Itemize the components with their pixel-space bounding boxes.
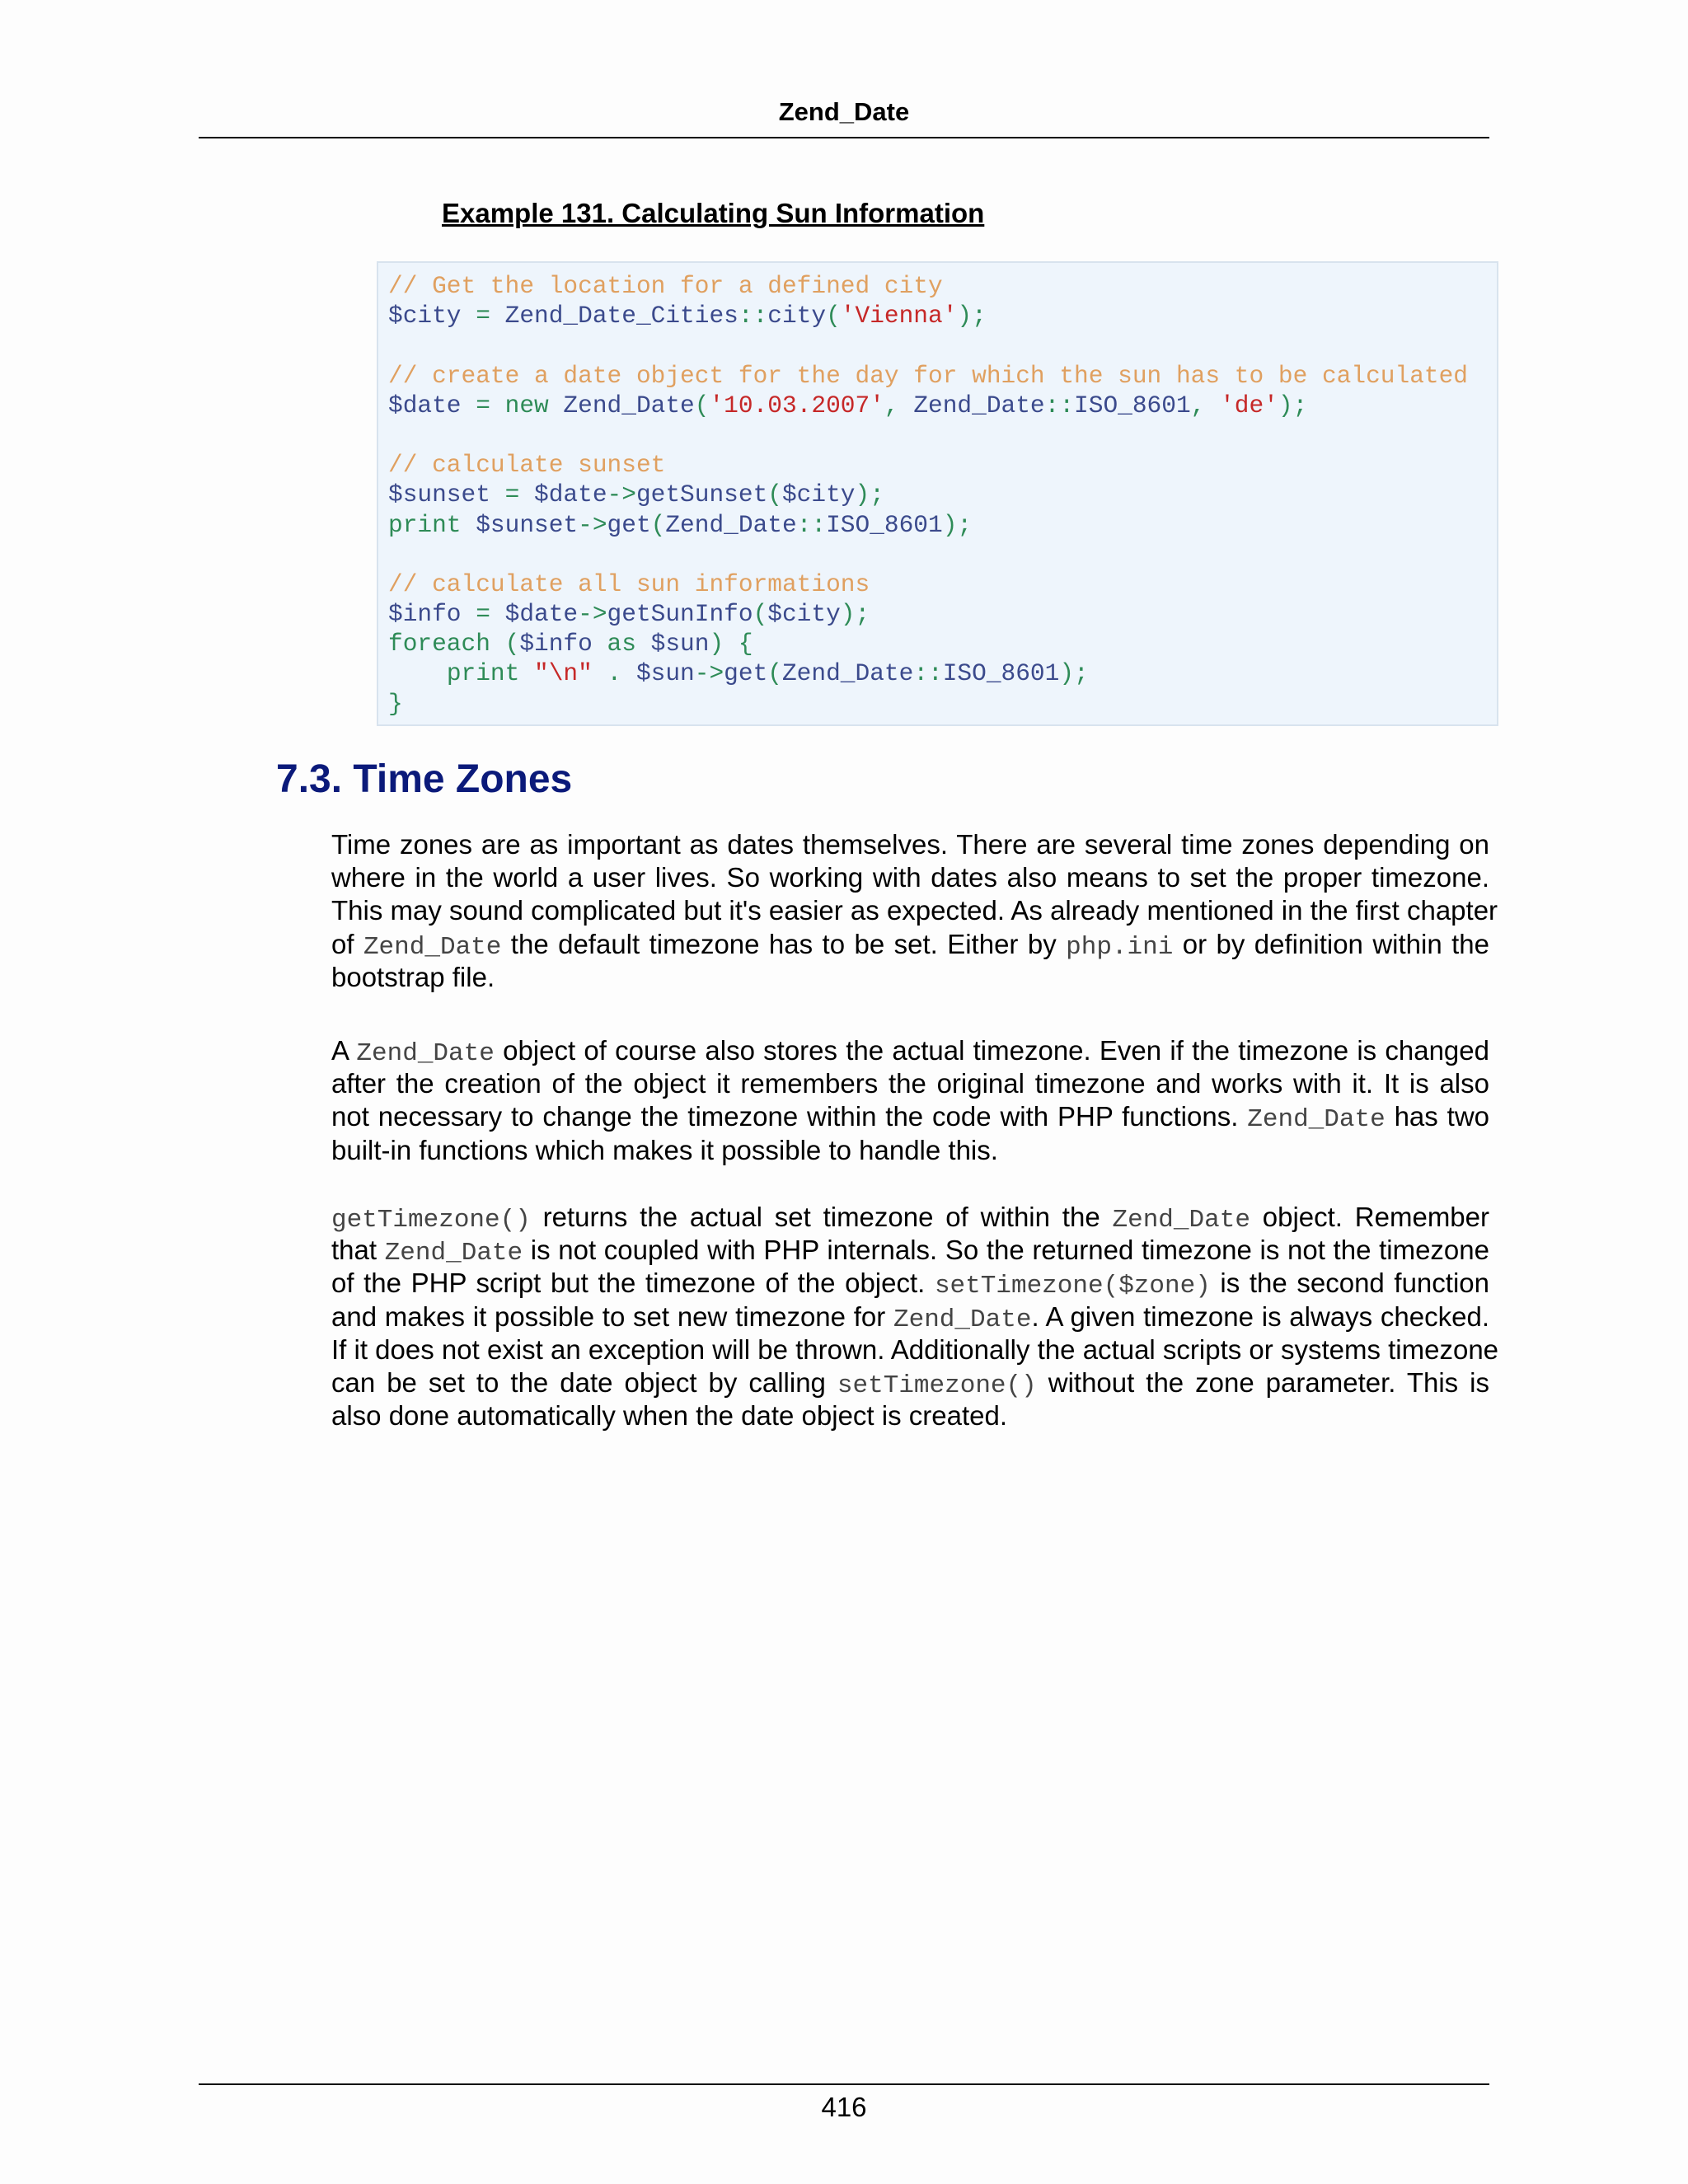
code-block <box>377 261 1498 726</box>
text-run: bootstrap file. <box>331 961 495 992</box>
code-token <box>490 391 505 419</box>
code-token: :: <box>796 510 827 539</box>
text-line <box>331 1267 1489 1300</box>
code-token: $date <box>388 391 462 419</box>
code-token: Zend_Date_Cities <box>490 302 738 330</box>
code-token: $city <box>388 302 462 330</box>
code-token: ); <box>1278 391 1308 419</box>
code-token: ( <box>826 302 841 330</box>
code-token: = <box>504 480 520 509</box>
code-token: as <box>607 630 636 658</box>
text-run: without the zone parameter. This is <box>1036 1366 1489 1398</box>
code-line <box>388 629 1497 658</box>
section-title: 7.3. Time Zones <box>276 757 573 801</box>
code-token: $city <box>781 480 856 509</box>
code-token: ( <box>767 659 782 688</box>
code-line <box>388 420 1497 450</box>
code-token: $info <box>519 630 593 658</box>
code-token: Zend_Date <box>913 391 1045 419</box>
code-line <box>388 330 1497 360</box>
code-token <box>388 659 447 687</box>
code-token: -> <box>578 510 607 539</box>
text-line <box>331 1067 1489 1100</box>
code-token: $sun <box>635 630 710 658</box>
code-line <box>388 301 1497 330</box>
code-token: // calculate sunset <box>388 451 666 480</box>
code-token: ( <box>767 480 782 509</box>
code-token: Zend_Date <box>548 391 695 419</box>
code-line <box>388 658 1497 688</box>
code-token: get <box>724 659 768 688</box>
inline-code: Zend_Date <box>1247 1105 1386 1135</box>
code-token: , <box>884 391 914 419</box>
text-run: that <box>331 1235 385 1266</box>
text-line <box>331 828 1489 861</box>
code-token: = <box>476 600 490 629</box>
example-title: Example 131. Calculating Sun Information <box>442 198 985 228</box>
code-token: , <box>1190 391 1221 419</box>
text-line <box>331 1333 1499 1366</box>
code-token: print <box>388 510 462 539</box>
inline-code: Zend_Date <box>363 932 502 962</box>
code-token: } <box>388 689 403 718</box>
text-run: where in the world a user lives. So working with dates also means to set the proper timezone. <box>331 862 1489 893</box>
code-token: :: <box>738 302 768 330</box>
code-line <box>388 361 1497 391</box>
code-token: $sunset <box>388 480 490 509</box>
text-run: A <box>331 1035 357 1066</box>
code-token <box>519 659 534 687</box>
code-token <box>490 480 505 509</box>
code-token: get <box>607 510 651 539</box>
text-line <box>331 894 1498 927</box>
code-token: $date <box>519 480 607 509</box>
text-line <box>331 1234 1489 1267</box>
text-run: object. Remember <box>1250 1202 1490 1232</box>
text-run: of <box>331 928 363 959</box>
inline-code: setTimezone() <box>837 1371 1037 1400</box>
page-number: 416 <box>821 2092 867 2122</box>
code-token: '10.03.2007' <box>709 391 884 419</box>
text-run: can be set to the date object by calling <box>331 1366 837 1398</box>
text-run: is the second function <box>1210 1268 1489 1299</box>
code-line <box>388 510 1497 540</box>
text-line <box>331 1366 1489 1399</box>
code-token: -> <box>694 659 724 688</box>
code-token <box>462 302 476 330</box>
inline-code: php.ini <box>1066 932 1174 962</box>
code-token: ( <box>650 510 666 539</box>
text-run: of the PHP script but the timezone of the object. <box>331 1268 935 1299</box>
code-token: getSunset <box>635 480 768 509</box>
text-run: Time zones are as important as dates themselves. There are several time zones depending on <box>331 829 1489 860</box>
code-token <box>462 391 476 419</box>
code-token: ); <box>1059 659 1089 688</box>
code-line <box>388 540 1497 569</box>
paragraph-functions <box>331 1201 1499 1432</box>
inline-code: Zend_Date <box>384 1239 523 1268</box>
inline-code: Zend_Date <box>1112 1206 1250 1235</box>
code-line <box>388 569 1497 599</box>
code-token: ISO_8601 <box>826 510 943 539</box>
text-run: . A given timezone is always checked. <box>1031 1301 1489 1332</box>
code-token <box>593 630 607 658</box>
code-token: ( <box>753 600 768 629</box>
code-token: city <box>767 302 827 330</box>
text-run: also done automatically when the date object is created. <box>331 1400 1008 1432</box>
paragraph-intro <box>331 828 1498 994</box>
code-token: $sunset <box>461 510 579 539</box>
text-line <box>331 1134 1489 1167</box>
code-token: ); <box>957 302 987 330</box>
code-token: "\n" <box>534 659 593 688</box>
text-run: has two <box>1385 1101 1489 1132</box>
inline-code: getTimezone() <box>331 1206 531 1235</box>
code-token: $sun <box>635 659 695 688</box>
code-token: -> <box>607 480 636 509</box>
code-token: -> <box>578 600 607 629</box>
code-token: :: <box>1044 391 1075 419</box>
text-line <box>331 1201 1489 1234</box>
code-token: = <box>476 302 490 330</box>
code-token: $date <box>490 600 579 629</box>
text-run: the default timezone has to be set. Either by <box>501 928 1067 959</box>
text-line <box>331 1301 1489 1333</box>
code-token: $info <box>388 600 462 629</box>
code-token: :: <box>913 659 943 688</box>
inline-code: Zend_Date <box>893 1305 1032 1334</box>
text-run: If it does not exist an exception will be thrown. Additionally the actual scripts or systems timezone <box>331 1333 1499 1365</box>
text-line <box>331 1100 1489 1133</box>
code-token: ); <box>840 600 870 629</box>
text-run: not necessary to change the timezone within the code with PHP functions. <box>331 1101 1248 1132</box>
code-token: // Get the location for a defined city <box>388 272 943 300</box>
code-line <box>388 450 1497 480</box>
text-run: built-in functions which makes it possible to handle this. <box>331 1134 998 1165</box>
code-line <box>388 480 1497 509</box>
code-token: ISO_8601 <box>1074 391 1191 419</box>
text-run: returns the actual set timezone of within the <box>530 1202 1113 1232</box>
text-line <box>331 1034 1489 1067</box>
text-run: or by definition within the <box>1173 928 1489 959</box>
code-line <box>388 599 1497 629</box>
header-rule <box>199 137 1489 138</box>
code-token: ISO_8601 <box>942 659 1060 688</box>
inline-code: setTimezone($zone) <box>934 1272 1211 1301</box>
code-token: // create a date object for the day for which the sun has to be calculated <box>388 361 1469 390</box>
footer-rule <box>199 2083 1489 2085</box>
text-line <box>331 861 1489 894</box>
code-token: // calculate all sun informations <box>388 569 870 598</box>
text-run: is not coupled with PHP internals. So the returned timezone is not the timezone <box>523 1235 1489 1266</box>
text-run: and makes it possible to set new timezone for <box>331 1301 893 1332</box>
code-token: ( <box>490 630 520 658</box>
text-line <box>331 928 1489 961</box>
running-header: Zend_Date <box>778 97 910 126</box>
code-token: 'de' <box>1220 391 1278 419</box>
code-token <box>462 600 476 628</box>
code-token: ) { <box>709 630 753 658</box>
text-line <box>331 961 1489 994</box>
code-line <box>388 391 1497 420</box>
code-token: Zend_Date <box>665 510 797 539</box>
code-token: getSunInfo <box>607 600 753 629</box>
paragraph-object-timezone <box>331 1034 1489 1167</box>
text-line <box>331 1399 1489 1432</box>
code-token: $city <box>767 600 841 629</box>
code-token: ); <box>855 480 884 509</box>
code-token: 'Vienna' <box>840 302 958 330</box>
code-token: ); <box>942 510 973 539</box>
text-run: object of course also stores the actual timezone. Even if the timezone is changed <box>494 1035 1489 1066</box>
text-run: This may sound complicated but it's easier as expected. As already mentioned in the first chapter <box>331 895 1498 926</box>
code-line <box>388 271 1497 301</box>
code-line <box>388 689 1497 719</box>
code-token: . <box>592 659 636 688</box>
inline-code: Zend_Date <box>356 1039 495 1068</box>
code-token: print <box>446 659 520 688</box>
code-token: = <box>476 391 490 419</box>
code-token: ( <box>694 391 710 419</box>
code-token: Zend_Date <box>781 659 914 688</box>
text-run: after the creation of the object it remembers the original timezone and works with it. It is also <box>331 1068 1489 1099</box>
code-token: new <box>504 391 549 419</box>
code-token: foreach <box>388 630 490 658</box>
